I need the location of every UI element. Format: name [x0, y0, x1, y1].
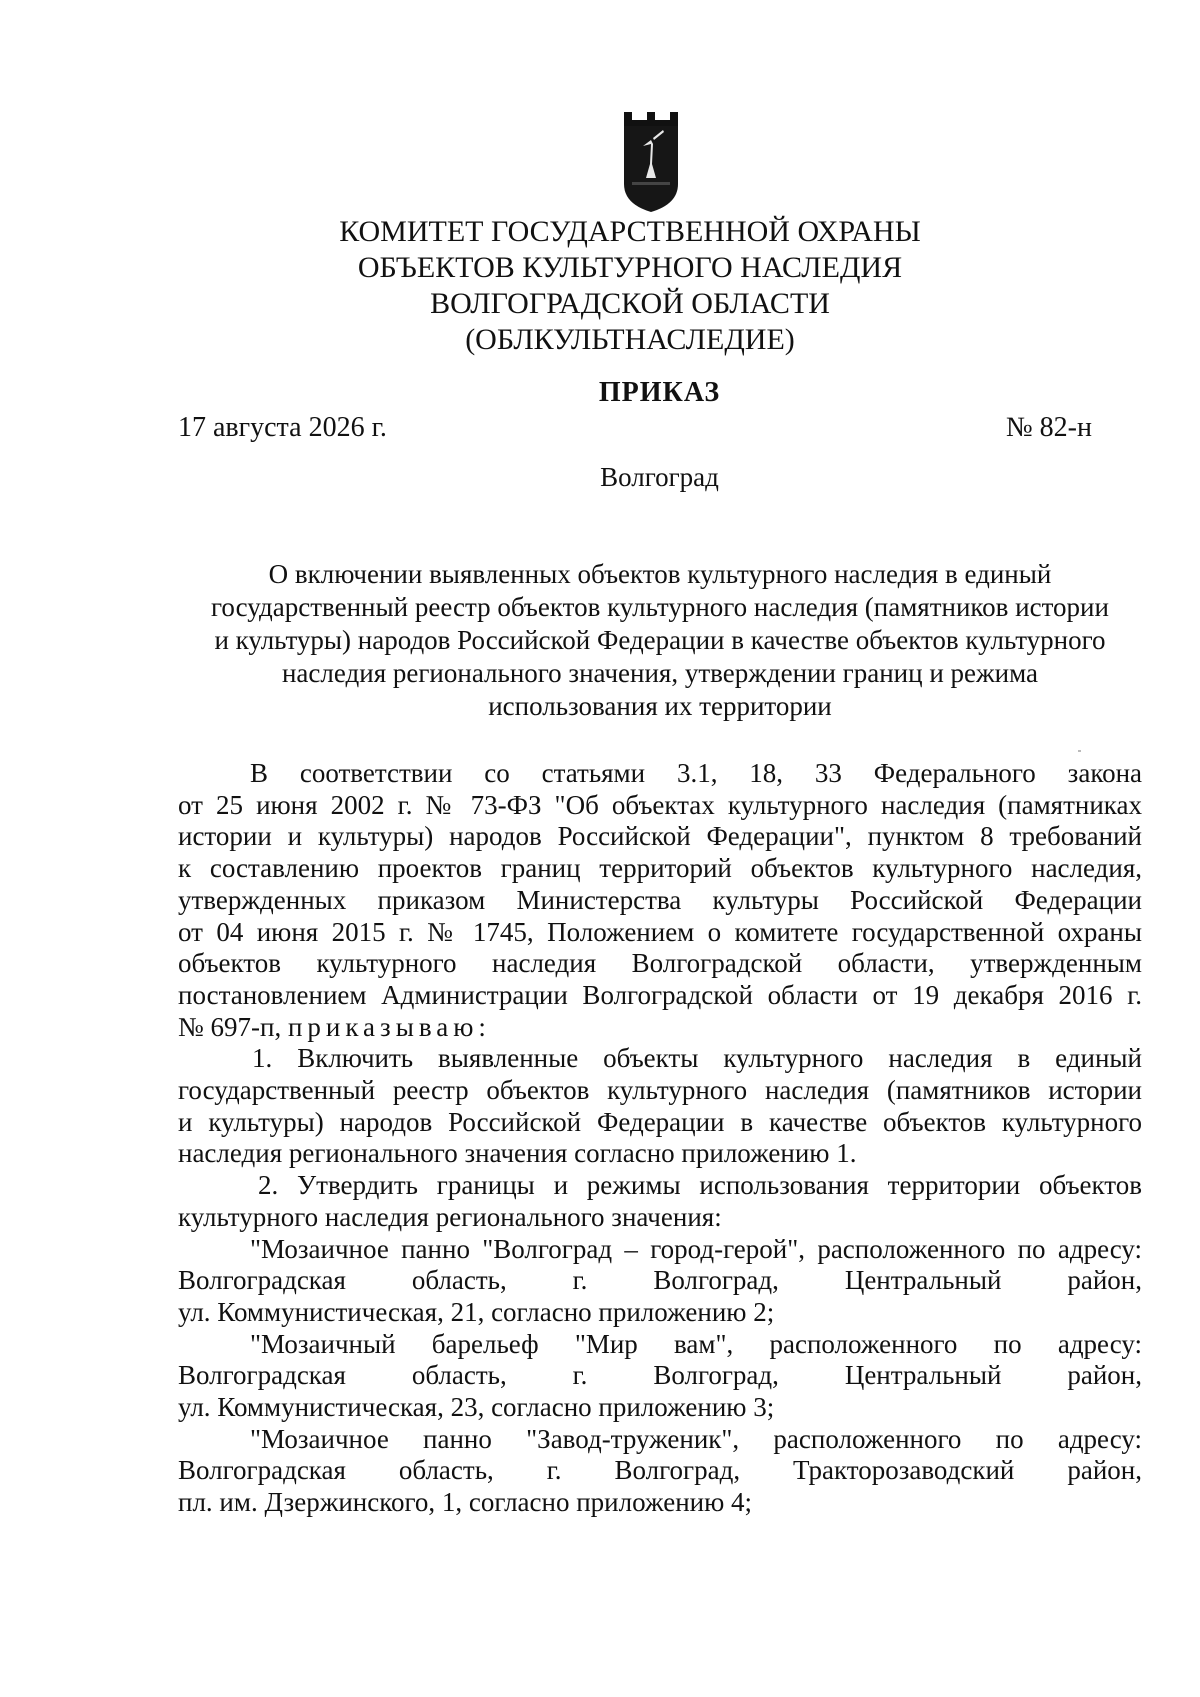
document-title: ПРИКАЗ	[598, 377, 721, 408]
preamble-end: № 697-п,	[178, 1011, 282, 1042]
object-3-line: "Мозаичное панно "Завод-труженик", расположенного по адресу:	[250, 1423, 1142, 1454]
object-1-line: "Мозаичное панно "Волгоград – город-герой", расположенного по адресу:	[250, 1233, 1142, 1264]
preamble-line: утвержденных приказом Министерства культуры Российской Федерации	[178, 884, 1142, 915]
preamble-line: к составлению проектов границ территорий объектов культурного наследия,	[178, 853, 1142, 884]
volgograd-coat-of-arms-icon	[622, 112, 680, 214]
document-city: Волгоград	[600, 462, 719, 492]
object-2-line: "Мозаичный барельеф "Мир вам", расположенного по адресу:	[250, 1328, 1142, 1359]
item-2-line: культурного наследия регионального значения:	[178, 1201, 722, 1232]
object-1-line: Волгоградская область, г. Волгоград, Центральный район,	[178, 1265, 1142, 1296]
item-1-line: государственный реестр объектов культурного наследия (памятников истории	[178, 1075, 1142, 1106]
subject-line: О включении выявленных объектов культурного наследия в единый	[268, 559, 1052, 589]
object-2-line: Волгоградская область, г. Волгоград, Центральный район,	[178, 1360, 1142, 1391]
coat-of-arms	[622, 112, 680, 214]
preamble-line: постановлением Администрации Волгоградской области от 19 декабря 2016 г.	[178, 979, 1142, 1010]
subject-line: и культуры) народов Российской Федерации в качестве объектов культурного	[214, 625, 1106, 655]
document-number: № 82-н	[1005, 412, 1092, 443]
object-2-line: ул. Коммунистическая, 23, согласно приложению 3;	[178, 1392, 775, 1423]
subject-line: использования их территории	[488, 691, 832, 721]
document-subject	[170, 558, 1150, 723]
preamble-line: от 04 июня 2015 г. № 1745, Положением о комитете государственной охраны	[178, 916, 1142, 947]
object-3-line: пл. им. Дзержинского, 1, согласно приложению 4;	[178, 1487, 753, 1518]
preamble-line: В соответствии со статьями 3.1, 18, 33 Федерального закона	[250, 758, 1142, 788]
item-1-line: 1. Включить выявленные объекты культурного наследия в единый	[252, 1043, 1142, 1074]
item-1-line: наследия регионального значения согласно приложению 1.	[178, 1138, 857, 1169]
subject-line: наследия регионального значения, утверждении границ и режима	[281, 658, 1038, 688]
organization-header	[200, 214, 1060, 358]
document-body	[178, 758, 1142, 1519]
header-line: (ОБЛКУЛЬТНАСЛЕДИЕ)	[465, 323, 795, 356]
object-1-line: ул. Коммунистическая, 21, согласно приложению 2;	[178, 1296, 775, 1327]
preamble-line: объектов культурного наследия Волгоградской области, утвержденным	[178, 948, 1142, 979]
object-3-line: Волгоградская область, г. Волгоград, Тракторозаводский район,	[178, 1455, 1142, 1486]
header-line: ВОЛГОГРАДСКОЙ ОБЛАСТИ	[430, 287, 830, 320]
item-2-line: 2. Утвердить границы и режимы использования территории объектов	[258, 1170, 1142, 1201]
preamble-line: истории и культуры) народов Российской Федерации", пунктом 8 требований	[178, 821, 1142, 852]
scan-speck	[1078, 750, 1081, 752]
preamble-line: от 25 июня 2002 г. № 73-ФЗ "Об объектах культурного наследия (памятниках	[178, 789, 1142, 820]
order-word: приказываю:	[287, 1011, 491, 1042]
header-line: КОМИТЕТ ГОСУДАРСТВЕННОЙ ОХРАНЫ	[339, 215, 921, 248]
item-1-line: и культуры) народов Российской Федерации в качестве объектов культурного	[178, 1106, 1142, 1137]
preamble-end-line	[178, 1012, 1142, 1044]
header-line: ОБЪЕКТОВ КУЛЬТУРНОГО НАСЛЕДИЯ	[357, 251, 903, 284]
document-date: 17 августа 2026 г.	[178, 412, 387, 443]
subject-line: государственный реестр объектов культурного наследия (памятников истории	[211, 592, 1109, 622]
